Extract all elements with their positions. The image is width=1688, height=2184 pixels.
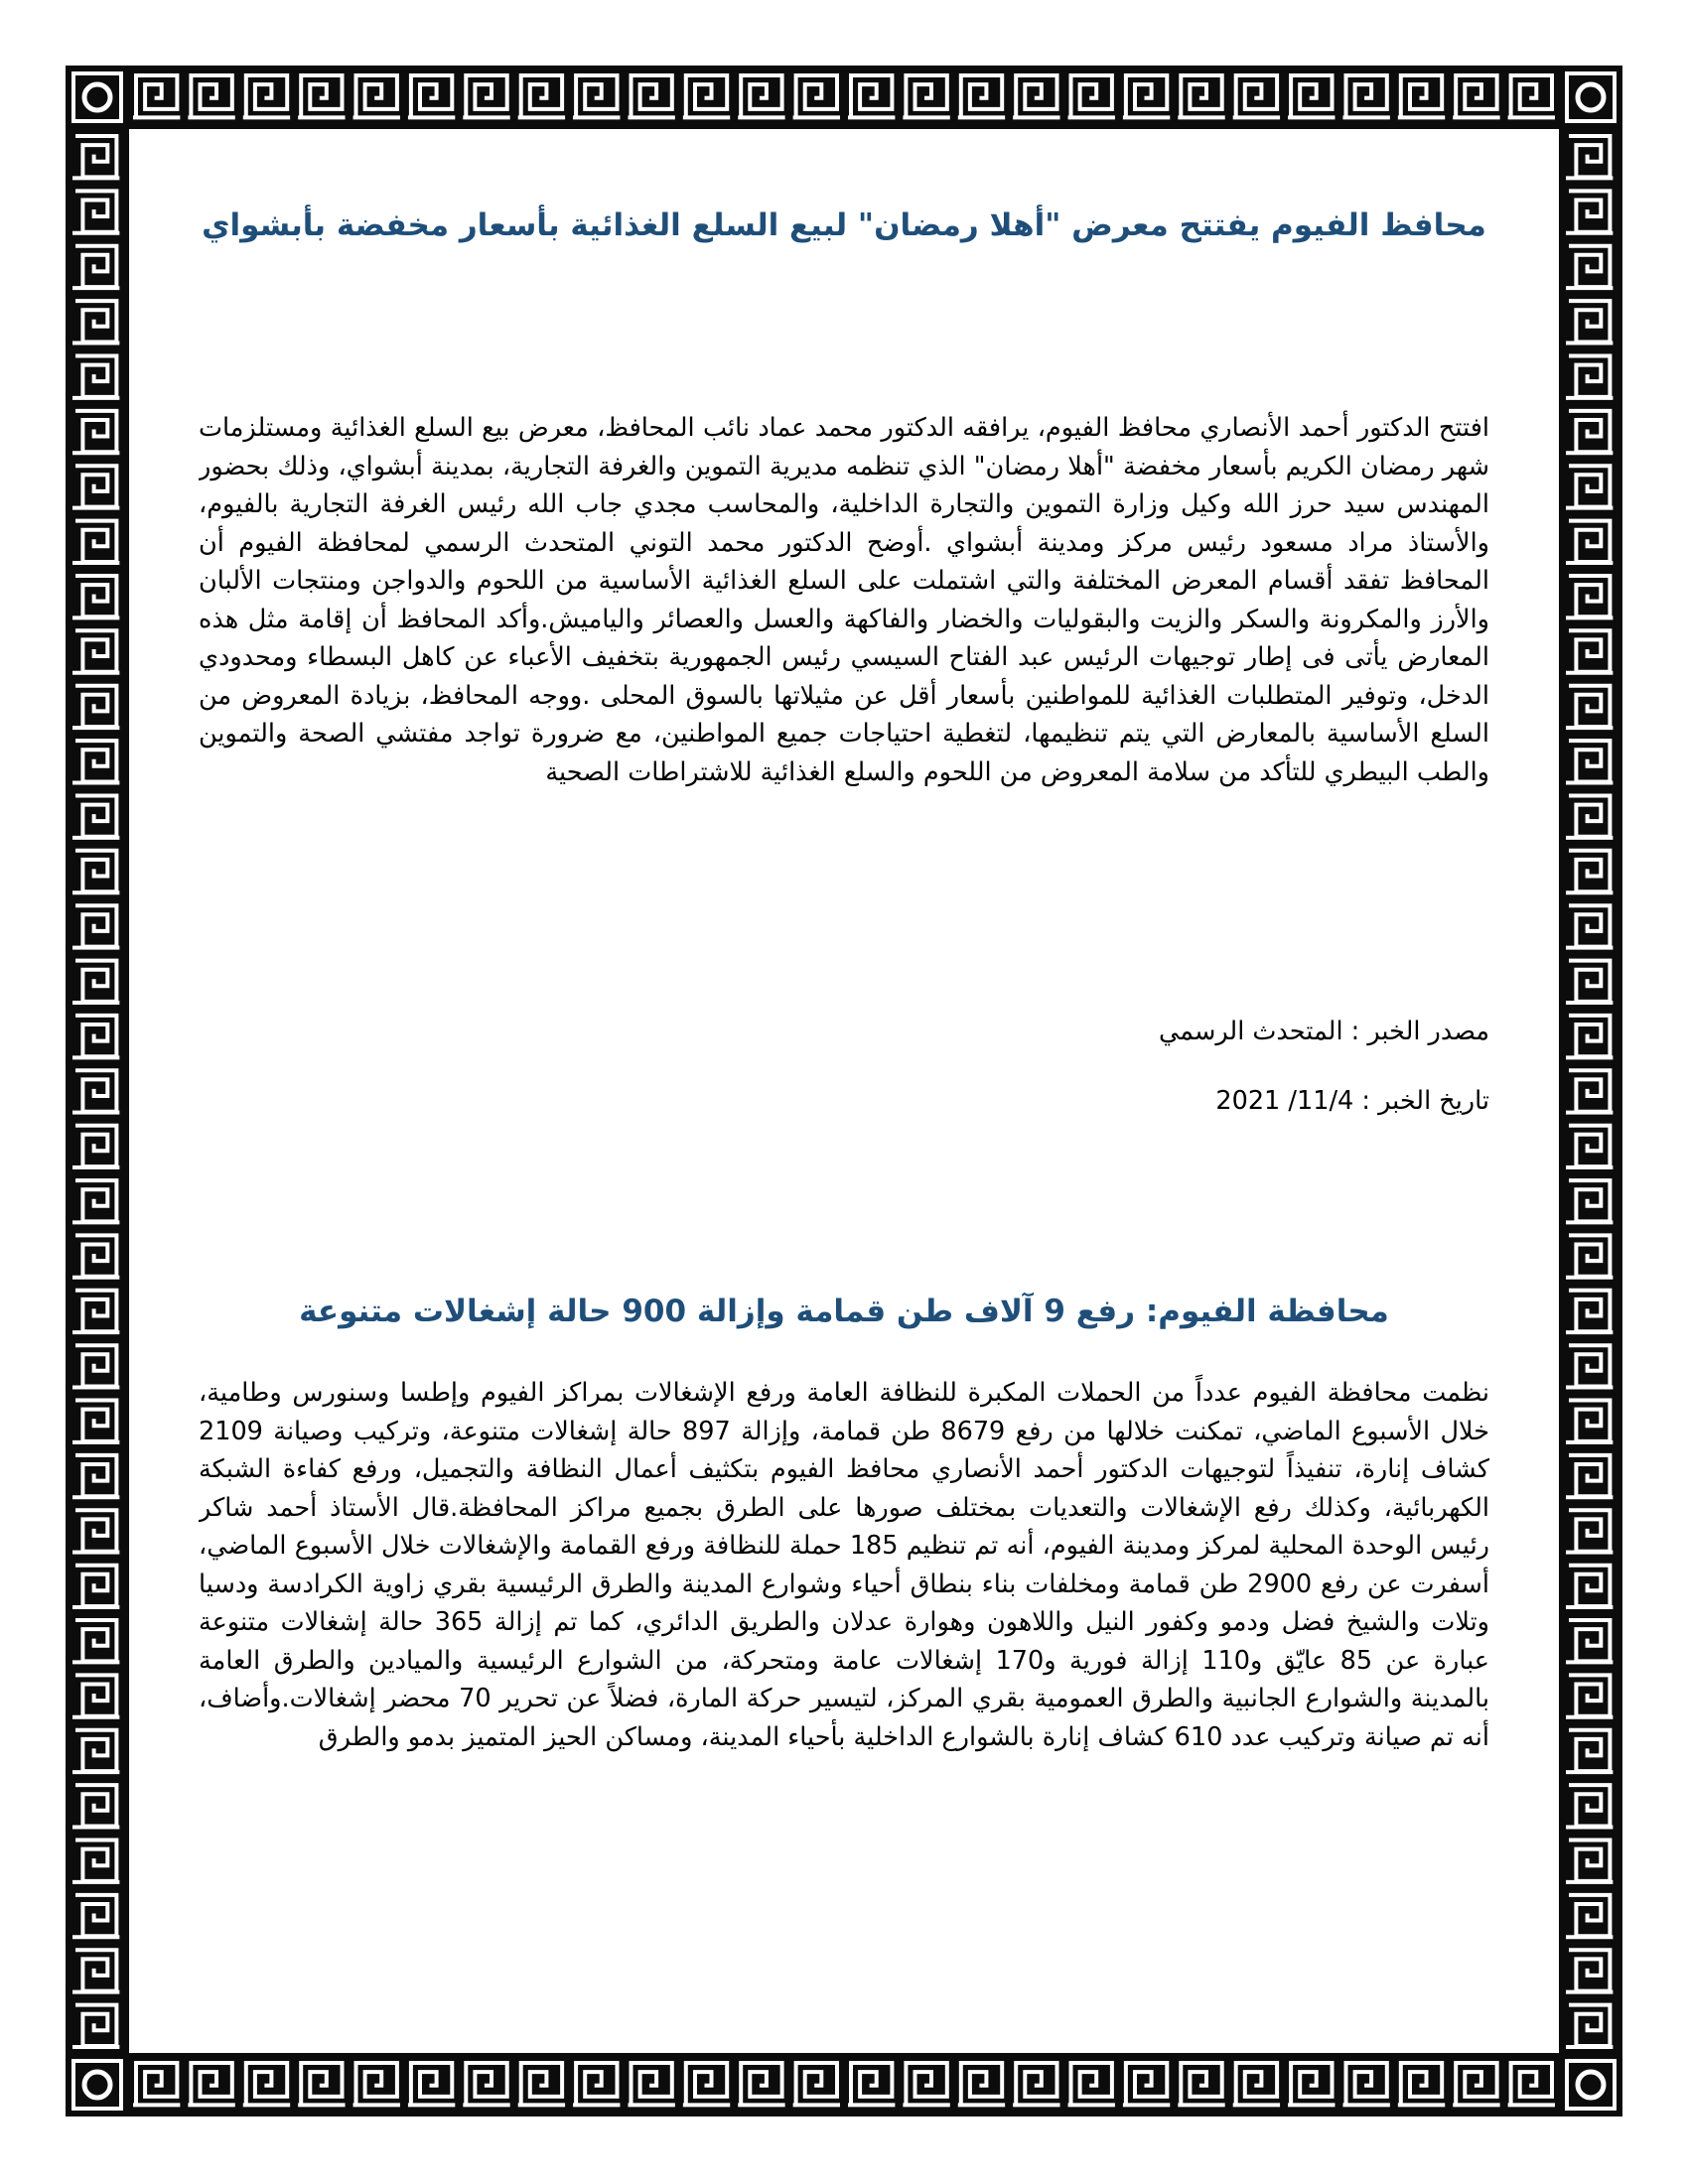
border-key-left bbox=[72, 1510, 119, 1552]
border-key-right bbox=[1566, 466, 1613, 507]
border-key-left bbox=[72, 356, 119, 398]
border-key-right bbox=[1566, 191, 1613, 232]
border-key-top bbox=[243, 75, 290, 117]
corner-top-left-frame bbox=[73, 73, 121, 121]
border-key-left bbox=[72, 1730, 119, 1772]
border-key-right bbox=[1566, 1401, 1613, 1442]
border-key-top bbox=[353, 75, 400, 117]
article-2-body: نظمت محافظة الفيوم عدداً من الحملات المكبرة للنظافة العامة ورفع الإشغالات بمراكز الفيوم وإطسا وسنورس وطامية، خلال الأسبوع الماضي، تمكنت خلالها من رفع 8679 طن قمامة، وإزالة 897 حالة إشغالات متنوعة، وتركيب وصيانة 2109 كشاف إنارة، تنفيذاً لتوجيهات الدكتور أحمد الأنصاري محافظ الفيوم بتكثيف أعمال النظافة والتجميل، ورفع كفاءة الشبكة الكهربائية، وكذلك رفع الإشغالات والتعديات بمختلف صورها على الطرق بجميع مراكز المحافظة.قال الأستاذ أحمد شاكر رئيس الوحدة المحلية لمركز ومدينة الفيوم، أنه تم تنظيم 185 حملة للنظافة ورفع القمامة والإشغالات خلال الأسبوع الماضي، أسفرت عن رفع 2900 طن قمامة ومخلفات بناء بنطاق أحياء وشوارع المدينة والطرق الرئيسية بقري زاوية الكرادسة ودسيا وتلات والشيخ فضل ودمو وكفور النيل واللاهون وهوارة عدلان والطريق الدائري، كما تم إزالة 365 حالة إشغالات متنوعة عبارة عن 85 عايّق و110 إزالة فورية و170 إشغالات عامة ومتحركة، من الشوارع الرئيسية والميادين والطرق العامة بالمدينة والشوارع الجانبية والطرق العمومية بقري المركز، لتيسير حركة المارة، فضلاً عن تحرير 70 محضر إشغالات.وأضاف، أنه تم صيانة وتركيب عدد 610 كشاف إنارة بالشوارع الداخلية بأحياء المدينة، ومساكن الحيز المتميز بدمو والطرق bbox=[199, 1378, 1489, 1752]
border-key-bottom bbox=[518, 2063, 565, 2105]
border-key-right bbox=[1566, 1291, 1613, 1332]
border-key-bottom bbox=[683, 2063, 730, 2105]
border-key-left bbox=[72, 796, 119, 838]
border-key-right bbox=[1566, 356, 1613, 398]
border-key-top bbox=[463, 75, 509, 117]
border-key-right bbox=[1566, 1950, 1613, 1991]
border-key-left bbox=[72, 1235, 119, 1277]
border-key-bottom bbox=[1453, 2063, 1499, 2105]
border-key-bottom bbox=[628, 2063, 674, 2105]
border-key-top bbox=[683, 75, 730, 117]
border-key-right bbox=[1566, 1016, 1613, 1057]
border-key-bottom bbox=[958, 2063, 1005, 2105]
border-key-left bbox=[72, 1455, 119, 1497]
border-key-right bbox=[1566, 521, 1613, 563]
corner-top-right-frame bbox=[1567, 73, 1615, 121]
border-key-top bbox=[1013, 75, 1059, 117]
border-key-top bbox=[408, 75, 455, 117]
border-key-right bbox=[1566, 576, 1613, 617]
border-key-bottom bbox=[1068, 2063, 1115, 2105]
border-key-top bbox=[903, 75, 949, 117]
corner-bottom-left-frame bbox=[73, 2061, 121, 2109]
border-key-top bbox=[1453, 75, 1499, 117]
border-key-top bbox=[1233, 75, 1280, 117]
border-key-right bbox=[1566, 851, 1613, 892]
border-key-bottom bbox=[353, 2063, 400, 2105]
border-key-right bbox=[1566, 1070, 1613, 1112]
border-key-right bbox=[1566, 1180, 1613, 1222]
border-key-bottom bbox=[133, 2063, 180, 2105]
border-key-right bbox=[1566, 686, 1613, 728]
border-key-left bbox=[72, 1785, 119, 1827]
border-key-right bbox=[1566, 961, 1613, 1003]
border-key-top bbox=[133, 75, 180, 117]
border-key-right bbox=[1566, 796, 1613, 838]
border-key-right bbox=[1566, 1566, 1613, 1607]
border-key-left bbox=[72, 411, 119, 453]
border-key-left bbox=[72, 136, 119, 178]
corner-bottom-right bbox=[1578, 2072, 1604, 2098]
border-key-bottom bbox=[408, 2063, 455, 2105]
border-key-right bbox=[1566, 1730, 1613, 1772]
border-key-left bbox=[72, 741, 119, 782]
border-key-left bbox=[72, 1291, 119, 1332]
border-key-bottom bbox=[903, 2063, 949, 2105]
border-key-bottom bbox=[1013, 2063, 1059, 2105]
border-key-bottom bbox=[1342, 2063, 1389, 2105]
border-key-top bbox=[1068, 75, 1115, 117]
border-key-right bbox=[1566, 1620, 1613, 1662]
border-key-left bbox=[72, 191, 119, 232]
article-2-title: محافظة الفيوم: رفع 9 آلاف طن قمامة وإزالة 900 حالة إشغالات متنوعة bbox=[299, 1294, 1389, 1329]
border-key-left bbox=[72, 521, 119, 563]
border-key-right bbox=[1566, 1895, 1613, 1937]
border-key-top bbox=[793, 75, 840, 117]
border-key-right bbox=[1566, 630, 1613, 672]
border-key-right bbox=[1566, 1510, 1613, 1552]
border-key-top bbox=[298, 75, 345, 117]
document-content bbox=[199, 199, 1489, 1966]
border-key-right bbox=[1566, 1455, 1613, 1497]
border-key-bottom bbox=[188, 2063, 234, 2105]
border-key-left bbox=[72, 1016, 119, 1057]
corner-top-right bbox=[1578, 84, 1604, 110]
border-key-top bbox=[518, 75, 565, 117]
border-key-left bbox=[72, 1180, 119, 1222]
border-key-top bbox=[1342, 75, 1389, 117]
border-key-bottom bbox=[738, 2063, 784, 2105]
border-key-left bbox=[72, 246, 119, 288]
article-1-title: محافظ الفيوم يفتتح معرض "أهلا رمضان" لبيع السلع الغذائية بأسعار مخفضة بأبشواي bbox=[202, 207, 1486, 243]
border-key-bottom bbox=[573, 2063, 620, 2105]
corner-bottom-left bbox=[84, 2072, 110, 2098]
border-key-top bbox=[848, 75, 895, 117]
border-key-bottom bbox=[298, 2063, 345, 2105]
border-key-left bbox=[72, 630, 119, 672]
border-key-left bbox=[72, 1566, 119, 1607]
border-key-top bbox=[1123, 75, 1170, 117]
border-key-left bbox=[72, 2005, 119, 2047]
border-key-left bbox=[72, 1841, 119, 1882]
border-key-left bbox=[72, 961, 119, 1003]
border-key-top bbox=[1288, 75, 1335, 117]
border-key-left bbox=[72, 301, 119, 342]
border-key-right bbox=[1566, 1126, 1613, 1167]
border-key-right bbox=[1566, 1235, 1613, 1277]
border-key-top bbox=[628, 75, 674, 117]
border-key-bottom bbox=[243, 2063, 290, 2105]
border-key-right bbox=[1566, 1345, 1613, 1387]
border-key-right bbox=[1566, 411, 1613, 453]
border-key-top bbox=[1508, 75, 1555, 117]
border-key-bottom bbox=[1398, 2063, 1445, 2105]
border-key-right bbox=[1566, 1785, 1613, 1827]
border-key-right bbox=[1566, 2005, 1613, 2047]
border-key-bottom bbox=[1178, 2063, 1224, 2105]
border-key-left bbox=[72, 1620, 119, 1662]
border-key-bottom bbox=[463, 2063, 509, 2105]
article-1-body: افتتح الدكتور أحمد الأنصاري محافظ الفيوم، يرافقه الدكتور محمد عماد نائب المحافظ، معرض بيع السلع الغذائية ومستلزمات شهر رمضان الكريم بأسعار مخفضة "أهلا رمضان" الذي تنظمه مديرية التموين والغرفة التجارية، بمدينة أبشواي، وذلك بحضور المهندس سيد حرز الله وكيل وزارة التموين والتجارة الداخلية، والمحاسب مجدي جاب الله رئيس الغرفة التجارية بالفيوم، والأستاذ مراد مسعود رئيس مركز ومدينة أبشواي .أوضح الدكتور محمد التوني المتحدث الرسمي لمحافظة الفيوم أن المحافظ تفقد أقسام المعرض المختلفة والتي اشتملت على السلع الغذائية الأساسية من اللحوم والدواجن ومنتجات الألبان والأرز والمكرونة والسكر والزيت والبقوليات والخضار والفاكهة والعسل والعصائر والياميش.وأكد المحافظ أن إقامة مثل هذه المعارض يأتى فى إطار توجيهات الرئيس عبد الفتاح السيسي رئيس الجمهورية بتخفيف الأعباء عن كاهل البسطاء ومحدودي الدخل، وتوفير المتطلبات الغذائية للمواطنين بأسعار أقل عن مثيلاتها بالسوق المحلى .ووجه المحافظ، بزيادة المعروض من السلع الأساسية بالمعارض التي يتم تنظيمها، لتغطية احتياجات جميع المواطنين، مع ضرورة تواجد مفتشي الصحة والتموين والطب البيطري للتأكد من سلامة المعروض من اللحوم والسلع الغذائية للاشتراطات الصحية bbox=[199, 413, 1489, 787]
border-key-bottom bbox=[1288, 2063, 1335, 2105]
border-key-left bbox=[72, 686, 119, 728]
border-key-top bbox=[1178, 75, 1224, 117]
border-key-bottom bbox=[848, 2063, 895, 2105]
border-key-right bbox=[1566, 741, 1613, 782]
border-key-top bbox=[738, 75, 784, 117]
border-key-right bbox=[1566, 301, 1613, 342]
border-key-left bbox=[72, 1675, 119, 1716]
border-key-left bbox=[72, 1345, 119, 1387]
border-key-right bbox=[1566, 905, 1613, 947]
border-key-left bbox=[72, 1126, 119, 1167]
corner-bottom-right-frame bbox=[1567, 2061, 1615, 2109]
border-key-top bbox=[1398, 75, 1445, 117]
article-1-source: مصدر الخبر : المتحدث الرسمي bbox=[1159, 1017, 1489, 1046]
article-1-date: تاريخ الخبر : 11/4/ 2021 bbox=[1215, 1086, 1489, 1116]
border-key-left bbox=[72, 466, 119, 507]
border-key-bottom bbox=[793, 2063, 840, 2105]
border-key-left bbox=[72, 1895, 119, 1937]
border-key-left bbox=[72, 1070, 119, 1112]
border-key-bottom bbox=[1123, 2063, 1170, 2105]
border-key-left bbox=[72, 851, 119, 892]
border-key-left bbox=[72, 576, 119, 617]
border-key-right bbox=[1566, 1841, 1613, 1882]
corner-top-left bbox=[84, 84, 110, 110]
border-key-left bbox=[72, 1401, 119, 1442]
border-key-right bbox=[1566, 136, 1613, 178]
border-key-left bbox=[72, 1950, 119, 1991]
border-key-top bbox=[573, 75, 620, 117]
border-key-bottom bbox=[1233, 2063, 1280, 2105]
border-key-bottom bbox=[1508, 2063, 1555, 2105]
border-key-right bbox=[1566, 246, 1613, 288]
border-key-right bbox=[1566, 1675, 1613, 1716]
border-key-top bbox=[188, 75, 234, 117]
border-key-top bbox=[958, 75, 1005, 117]
border-key-left bbox=[72, 905, 119, 947]
